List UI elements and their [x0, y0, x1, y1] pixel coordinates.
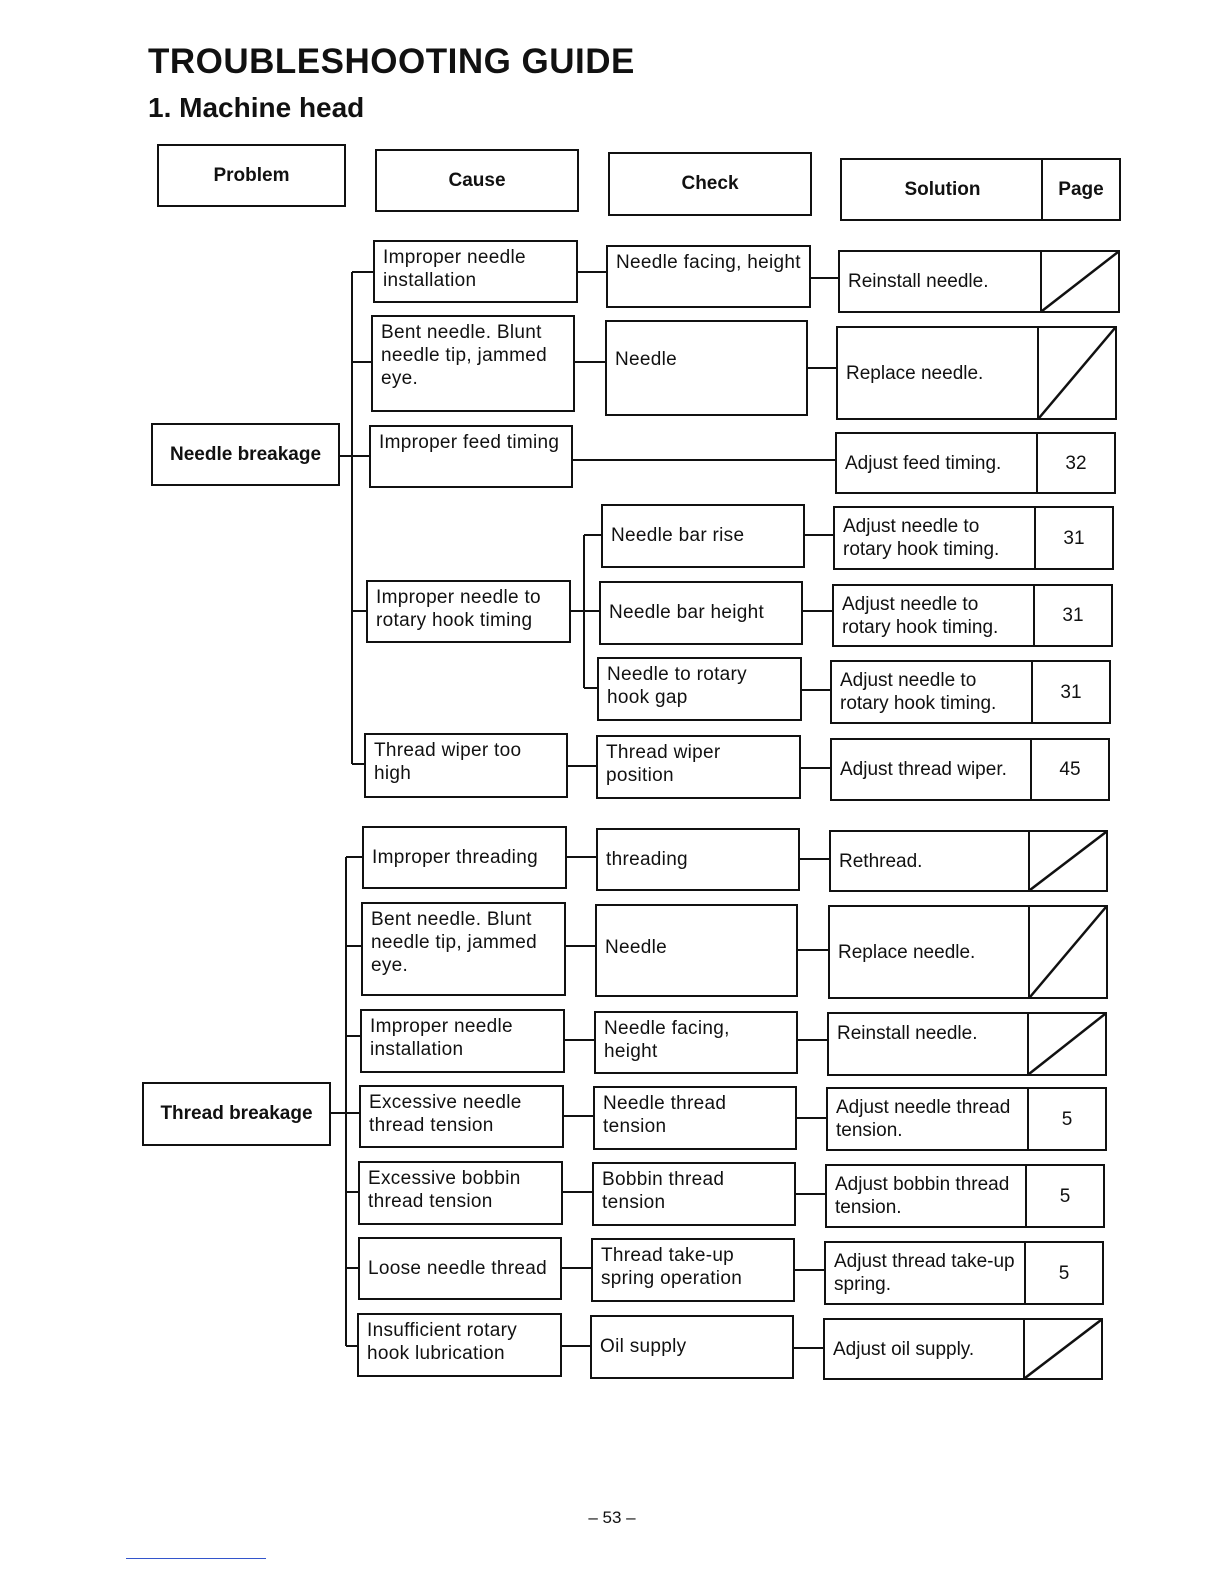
page-number: 31: [1033, 586, 1111, 645]
page-cell-empty: [1037, 328, 1115, 418]
page-cell-empty: [1023, 1320, 1101, 1378]
solution-box: [830, 660, 1111, 724]
solution-text: Adjust needle thread tension.: [836, 1097, 1011, 1141]
solution-box: [827, 1012, 1107, 1076]
check-box: Needle facing, height: [594, 1011, 798, 1074]
check-box: Bobbin thread tension: [592, 1162, 796, 1226]
cause-box: Improper threading: [362, 826, 567, 889]
solution-box: [832, 584, 1113, 647]
solution-box: [829, 830, 1108, 892]
page-number-footer: – 53 –: [588, 1508, 636, 1527]
solution-text: Reinstall needle.: [848, 271, 989, 292]
solution-text: Adjust bobbin thread tension.: [835, 1174, 1010, 1218]
solution-box: [830, 738, 1110, 801]
section-title: 1. Machine head: [148, 92, 365, 123]
cause-box: Thread wiper too high: [364, 733, 568, 798]
check-box: Needle bar height: [599, 581, 803, 645]
solution-text: Adjust needle to rotary hook timing.: [840, 670, 997, 714]
solution-box: [828, 905, 1108, 999]
check-box: Needle facing, height: [606, 245, 811, 308]
page-number: 45: [1030, 740, 1108, 799]
solution-text: Replace needle.: [846, 362, 984, 384]
problem-thread-breakage: Thread breakage: [142, 1082, 331, 1146]
solution-box: [826, 1087, 1107, 1151]
solution-box: [833, 506, 1114, 570]
check-box: threading: [596, 828, 800, 891]
page-cell-empty: [1040, 252, 1118, 311]
solution-text: Adjust thread wiper.: [840, 759, 1007, 780]
solution-text: Adjust needle to rotary hook timing.: [842, 593, 999, 638]
check-box: Needle bar rise: [601, 504, 805, 568]
check-box: Oil supply: [590, 1315, 794, 1379]
cause-box: Bent needle. Blunt needle tip, jammed eye.: [361, 902, 566, 996]
header-problem: Problem: [157, 144, 346, 207]
page-cell-empty: [1027, 1014, 1105, 1074]
check-box: Needle: [595, 904, 798, 997]
solution-box: [823, 1318, 1103, 1380]
header-cause: Cause: [375, 149, 579, 212]
cause-box: Improper feed timing: [369, 425, 573, 488]
solution-text: Adjust needle to rotary hook timing.: [843, 516, 1000, 560]
cause-box: Improper needle installation: [373, 240, 578, 303]
problem-needle-breakage: Needle breakage: [151, 423, 340, 486]
page-number: 32: [1036, 434, 1114, 492]
check-box: Thread wiper position: [596, 735, 801, 799]
page-number: 5: [1024, 1243, 1102, 1303]
page-number: 31: [1031, 662, 1109, 722]
solution-box: [825, 1164, 1105, 1228]
solution-text: Adjust oil supply.: [833, 1338, 975, 1360]
cause-box: Insufficient rotary hook lubrication: [357, 1313, 562, 1377]
solution-text: Adjust thread take-up spring.: [834, 1251, 1015, 1295]
solution-text: Reinstall needle.: [837, 1023, 978, 1044]
page-number: 31: [1034, 508, 1112, 568]
cause-box: Loose needle thread: [358, 1237, 562, 1300]
page-title: TROUBLESHOOTING GUIDE: [148, 42, 635, 81]
solution-text: Replace needle.: [838, 941, 976, 963]
page-cell-empty: [1028, 832, 1106, 890]
page-number: 5: [1025, 1166, 1103, 1226]
cause-box: Improper needle to rotary hook timing: [366, 580, 571, 643]
solution-box: [835, 432, 1116, 494]
cause-box: Improper needle installation: [360, 1009, 565, 1073]
solution-text: Adjust feed timing.: [845, 452, 1002, 474]
bottom-rule: [126, 1558, 266, 1559]
header-solution: Solution: [904, 178, 981, 200]
page-number: 5: [1027, 1089, 1105, 1149]
check-box: Needle to rotary hook gap: [597, 657, 802, 721]
check-box: Thread take-up spring operation: [591, 1238, 795, 1302]
solution-text: Rethread.: [839, 850, 923, 872]
solution-box: [838, 250, 1120, 313]
cause-box: Excessive bobbin thread tension: [358, 1161, 563, 1225]
solution-box: [836, 326, 1117, 420]
check-box: Needle: [605, 320, 808, 416]
page-cell-empty: [1028, 907, 1106, 997]
check-box: Needle thread tension: [593, 1086, 797, 1150]
solution-box: [824, 1241, 1104, 1305]
header-check: Check: [608, 152, 812, 216]
cause-box: Bent needle. Blunt needle tip, jammed eye.: [371, 315, 575, 412]
cause-box: Excessive needle thread tension: [359, 1085, 564, 1148]
header-page: Page: [1041, 160, 1119, 219]
